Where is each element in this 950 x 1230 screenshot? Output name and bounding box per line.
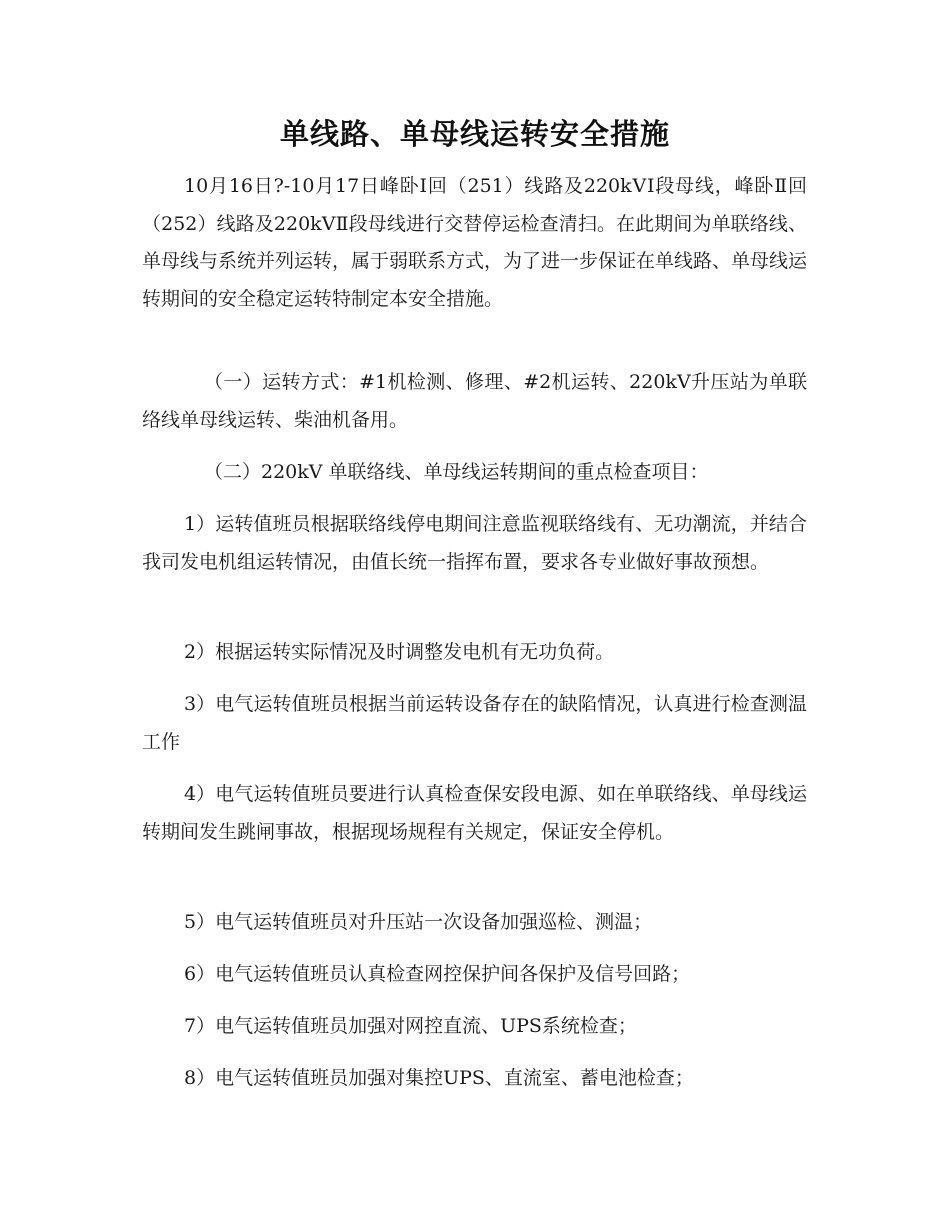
paragraph-item-3: 3）电气运转值班员根据当前运转设备存在的缺陷情况，认真进行检查测温工作 xyxy=(142,693,807,753)
paragraph-operation-mode: （一）运转方式：#1机检测、修理、#2机运转、220kV升压站为单联络线单母线运转、柴油机备用。 xyxy=(142,371,807,431)
paragraph-intro: 10月16日?-10月17日峰卧Ⅰ回（251）线路及220kⅤⅠ段母线，峰卧Ⅱ回（252）线路及220kⅤⅡ段母线进行交替停运检查清扫。在此期间为单联络线、单母线与系统并列运转，属于弱联系方式，为了进一步保证在单线路、单母线运转期间的安全稳定运转特制定本安全措施。 xyxy=(142,175,808,310)
paragraph-item-1: 1）运转值班员根据联络线停电期间注意监视联络线有、无功潮流，并结合我司发电机组运转情况，由值长统一指挥布置，要求各专业做好事故预想。 xyxy=(142,513,807,573)
paragraph-item-5: 5）电气运转值班员对升压站一次设备加强巡检、测温； xyxy=(184,911,653,933)
paragraph-item-2: 2）根据运转实际情况及时调整发电机有无功负荷。 xyxy=(184,641,615,663)
paragraph-key-items-heading: （二）220kV 单联络线、单母线运转期间的重点检查项目： xyxy=(204,461,709,483)
paragraph-item-6: 6）电气运转值班员认真检查网控保护间各保护及信号回路； xyxy=(184,963,691,985)
document-title: 单线路、单母线运转安全措施 xyxy=(279,117,670,151)
paragraph-item-4: 4）电气运转值班员要进行认真检查保安段电源、如在单联络线、单母线运转期间发生跳闸事故，根据现场规程有关规定，保证安全停机。 xyxy=(142,783,807,843)
paragraph-item-8: 8）电气运转值班员加强对集控UPS、直流室、蓄电池检查； xyxy=(184,1067,694,1089)
paragraph-item-7: 7）电气运转值班员加强对网控直流、UPS系统检查； xyxy=(184,1015,637,1037)
